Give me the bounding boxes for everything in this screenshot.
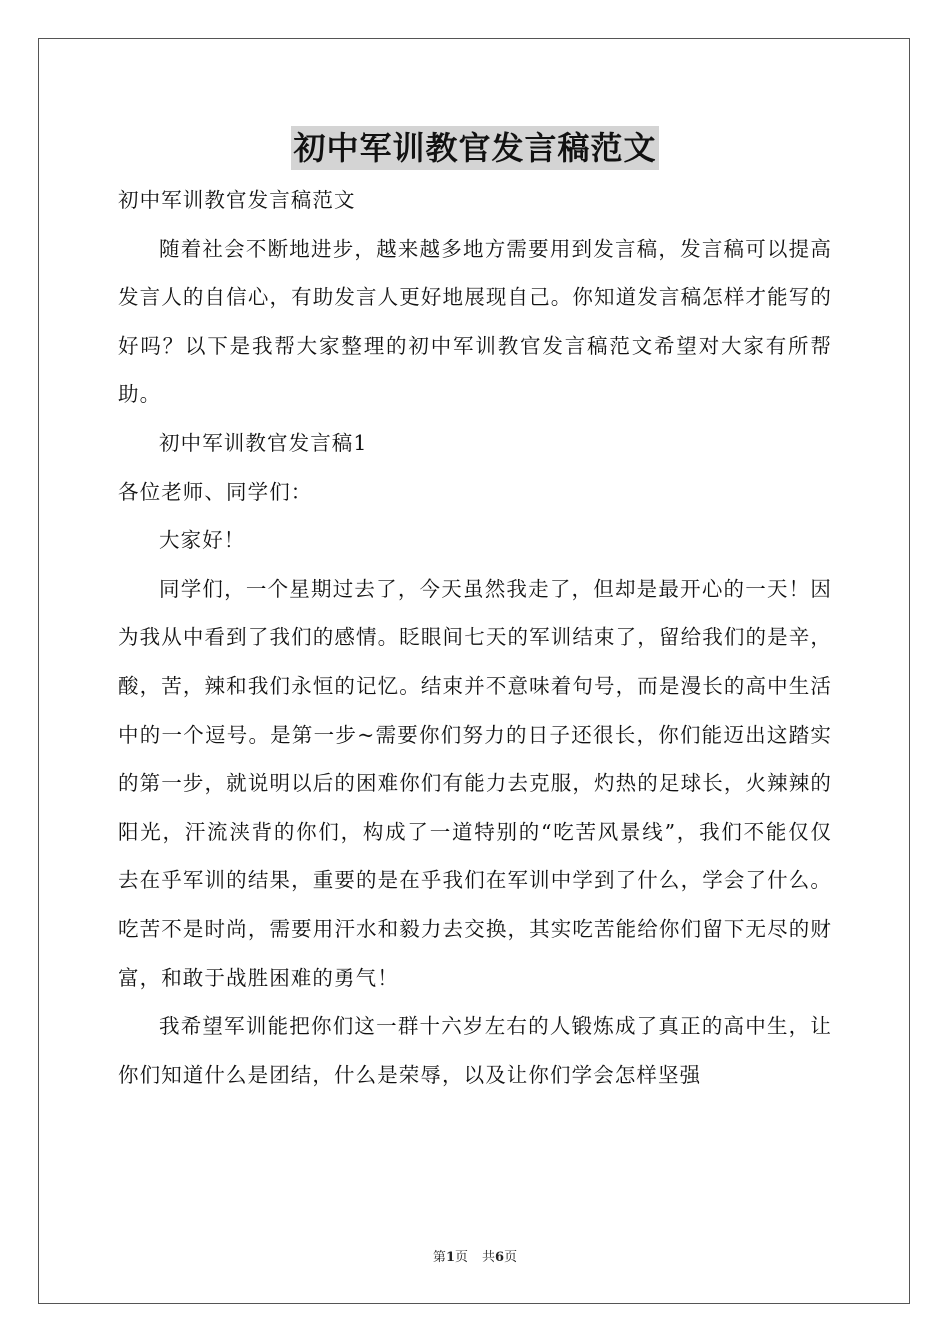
section-heading: 初中军训教官发言稿1 — [159, 430, 368, 455]
paragraph: 初中军训教官发言稿范文 — [118, 188, 356, 212]
paragraph: 我希望军训能把你们这一群十六岁左右的人锻炼成了真正的高中生，让你们知道什么是团结，什么是荣辱，以及让你们学会怎样坚强 — [118, 1014, 832, 1087]
page-suffix: 页 — [454, 1250, 468, 1265]
greeting: 大家好！ — [159, 528, 246, 553]
document-title — [0, 126, 950, 170]
salutation: 各位老师、同学们： — [118, 479, 313, 504]
paragraph: 随着社会不断地进步，越来越多地方需要用到发言稿，发言稿可以提高发言人的自信心，有助发言人更好地展现自己。你知道发言稿怎样才能写的好吗？以下是我帮大家整理的初中军训教官发言稿范文希望对大家有所帮助。 — [118, 236, 832, 407]
total-suffix: 页 — [504, 1250, 518, 1265]
total-prefix: 共 — [482, 1250, 496, 1265]
document-body — [118, 176, 832, 1099]
page-total: 6 — [495, 1250, 505, 1265]
page-prefix: 第 — [432, 1250, 446, 1265]
page-footer — [0, 1246, 950, 1265]
paragraph: 同学们，一个星期过去了，今天虽然我走了，但却是最开心的一天！因为我从中看到了我们的感情。眨眼间七天的军训结束了，留给我们的是辛，酸，苦，辣和我们永恒的记忆。结束并不意味着句号，而是漫长的高中生活中的一个逗号。是第一步~需要你们努力的日子还很长，你们能迈出这踏实的第一步，就说明以后的困难你们有能力去克服，灼热的足球长，火辣辣的阳光，汗流浃背的你们，构成了一道特别的“吃苦风景线”，我们不能仅仅去在乎军训的结果，重要的是在乎我们在军训中学到了什么，学会了什么。吃苦不是时尚，需要用汗水和毅力去交换，其实吃苦能给你们留下无尽的财富，和敢于战胜困难的勇气！ — [118, 576, 832, 990]
document-title-text: 初中军训教官发言稿范文 — [291, 126, 658, 170]
page-current: 1 — [445, 1250, 455, 1265]
